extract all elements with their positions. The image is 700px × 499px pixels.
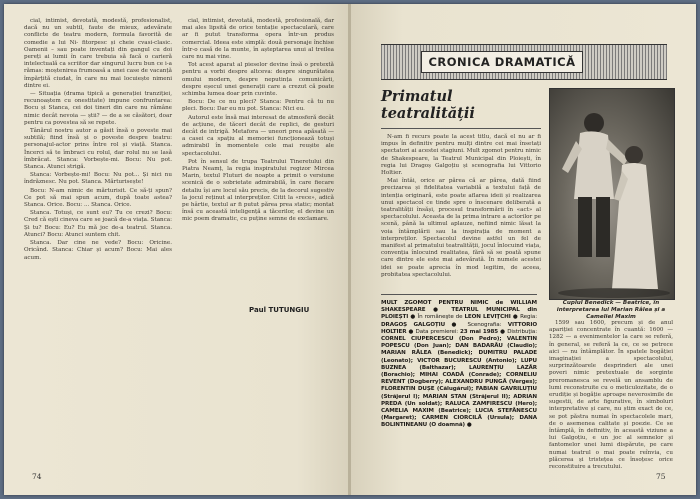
article-signature: Paul TUTUNGIU [249, 306, 310, 314]
credit-entry: Distribuţia: CORNEL CIUPERCESCU (Don Pedro); VALENTIN POPESCU (Don Juan); DAN BADARĂU (Claudio); MARIAN RĂLEA (Benedick); DUMITRU PALADE (Leonato); VICTOR BUCURESCU (Antonio); LUPU BUZNEA (Balthazar); LAURENȚIU LAZĂR (Borachio); MIHAI COADĂ (Conrade); CORNELIU REVENT (Dogberry); ALEXANDRU PUNGĂ (Verges); FLORENTIN DUȘE (Călugărul); FABIAN GAVRILUȚIU (Străjerul I); MARIAN STAN (Străjerul II); ADRIAN PREDA (Un soldat); RALUCA ZAMFIRESCU (Hero); CAMELIA MAXIM (Beatrice); LUCIA STEFĂNESCU (Margaret); CARMEN CIORCILĂ (Ursula); DANA BOLINTINEANU (O doamnă) ● [381, 328, 537, 429]
paragraph: Bocu: De ce nu pleci? Stanca: Pentru că tu nu pleci. Bocu: Dar eu nu pot. Stanca: Nici eu. [182, 99, 334, 113]
photo-caption-line-1: Cuplul Benedick — Beatrice, în interpretarea lui Marian Râlea și a [556, 300, 666, 313]
photo-caption-line-2: Cameliei Maxim [586, 314, 636, 320]
title-divider [381, 128, 541, 129]
article-continuation: 1599 sau 1600, precum și de anul apariției concentrate în cuantă: 1600 — 1282 — a evenimentelor la care se referă, în general, se referă la ce, ce se petrece aici — nu întâmplător. În spatele bogăției imaginației a spectacolului, surprinzătoarele desprinderi ale unei poveri nimic pretextuale de sorginte preromanesca se revelă un ansamblu de lumi reconstruite cu o meticulozitate, de o erudiție și bogăție aproape neverosimile de sugestii, de arte figurative, în simboluri interpretative și care, nu știm exact de ce, se pot păstra numai în spectacolele mari, de o asemenea calitate și poezie. Ce se întâmplă, în definitiv, în această viziune a lui Galgoțiu, e un joc al semnelor și fantomelor unei lumi dispărute, pe care numai teatrul o mai poate reînvia, cu plăcerea și tristețea ce însoțesc orice reconstituire a trecutului. [549, 320, 673, 471]
left-page-column-1 [24, 18, 172, 453]
credit-entry: Data premierei: 23 mai 1985 ● [415, 328, 508, 335]
right-page [351, 4, 696, 495]
credit-entry: În româneşte de LEON LEVIŢCHI ● [417, 314, 521, 321]
section-header: CRONICA DRAMATICĂ [421, 51, 583, 73]
credit-text: LEON LEVIŢCHI [464, 314, 511, 321]
paragraph: Bocu: N-am nimic de mărturisit. Ce să-ți spun? Ce pot să mai spun acum, după toate astea? Stanca. Orice. Bocu: ... Stanca. Orice. [24, 187, 172, 209]
left-page [4, 4, 349, 495]
paragraph: Tot acest aparat al pieselor devine însă o pretextă pentru a vorbi despre altceva: despre singurătatea omului modern, despre neputința comunicării, despre eșecul unei generații care a crezut că poate schimba lumea doar prin cuvinte. [182, 62, 334, 98]
credit-text: TEATRUL MUNICIPAL din PLOIEȘTI [381, 307, 538, 321]
magazine-spread [4, 4, 696, 495]
paragraph: N-am fi recurs poate la acest titlu, dacă el nu ar fi impus în definitiv pentru mulți dintre cei mai însetați spectatori ai acestei stagiuni. Mult zgomot pentru nimic de Shakespeare, la Teatrul Municipal din Ploiești, în regia lui Dragoș Galgoțiu și scenografia lui Vittorio Holtier. [381, 134, 541, 177]
paragraph: Mai întâi, orice ar părea că ar părea, dată fiind precizarea și fidelitatea variabilă a textului față de intenția originară, este poate aflarea ideii și realizarea unui spectacol ce tinde spre o înscenare deliberată a teatralității însăși, procesul transformării în «act» al spectacolului. Aceasta de la prima intrare a actorilor pe scenă, până la ultimul aplauze, nefiind nimic lăsat la voia întâmplării sau la inspirația de moment a interpreților. Spectacolul devine astfel un fel de manifest al primatului teatralității, jocul înlocuind viața, convenția înlocuind realitatea, fără să se poată spune care dintre ele este mai adevărată. În numele acestei idei se poate aprecia în mod legitim, de aceea, probitatea spectacolului. [381, 178, 541, 278]
paragraph: Stanca. Totuși, ce sunt eu? Tu ce crezi? Bocu: Cred că ești cineva care se joacă de-a viața. Stanca: Și tu? Bocu: Eu? Eu mă joc de-a teatrul. Stanca. Atunci? Bocu: Atunci suntem chit. [24, 210, 172, 238]
credit-role: Scenografia: [467, 321, 508, 328]
paragraph: Autorul este însă mai interesat de atmosferă decât de acțiune, de tăceri decât de replici, de gesturi decât de intrigă. Metafora — uneori prea apăsată — a casei ca spațiu al memoriei funcționează totuși admirabil în momentele cele mai reușite ale spectacolului. [182, 114, 334, 157]
credit-text: VITTORIO HOLTIER [381, 321, 538, 335]
credit-role: În româneşte de [417, 314, 465, 321]
paragraph: — Situația (drama tipică a generației tranziției, recunoaștem cu onestitate) impune confruntarea: Bocu și Stanca, cei doi tineri din care nu rămâne nimic decât nevoia — știi? — de a se căsători, doar pentru ca povestea să se repete. [24, 91, 172, 126]
page-number-right: 75 [656, 472, 666, 481]
credit-text: MULT ZGOMOT PENTRU NIMIC de WILLIAM SHAKESPEARE [381, 300, 537, 314]
credit-role: Distribuţia: [507, 328, 537, 335]
section-header-band [381, 44, 667, 80]
credit-entry: MULT ZGOMOT PENTRU NIMIC de WILLIAM SHAKESPEARE ● [381, 300, 537, 314]
left-page-column-2 [182, 18, 334, 300]
paragraph: cial, intimist, devotată, modestă, profesională, dar mai ales lipsită de orice tentație spectaculară, care ar fi putut transforma opera într-un produs comercial. Ideea este simplă: două personaje închise într-o casă de la munte, în așteptarea unui al treilea care nu mai vine. [182, 18, 334, 61]
page-number-left: 74 [32, 472, 42, 481]
credit-entry: Scenografia: VITTORIO HOLTIER ● [381, 321, 538, 335]
credit-role: Regia: [520, 314, 537, 321]
article-intro [381, 134, 541, 292]
paragraph: Stanca. Dar cine ne vede? Bocu: Oricine. Oricând. Stanca: Chiar și acum? Bocu: Mai ales acum. [24, 240, 172, 261]
paragraph: Pot în sensul de trupa Teatrului Tineretului din Piatra Neamț, la regia inspiratului regizor Mircea Marin, textul Fluturi de noapte a primit o versiune scenică de o sobrietate admirabilă, în care fiecare detaliu își are locul său precis, de la decorul sugestiv la jocul reținut al interpreților. Citit la «rece», adică pe hârtie, textul ar fi putut părea prea static; montat însă cu această inteligență a tăcerilor, el devine un mic poem dramatic, cu puține semne de exclamare. [182, 158, 334, 223]
article-title-line-1: Primatul [381, 88, 453, 105]
credit-entry: Regia: DRAGOȘ GALGOȚIU ● [381, 314, 537, 328]
credit-text: DRAGOȘ GALGOȚIU [381, 321, 446, 328]
credit-text: 23 mai 1985 [459, 328, 499, 335]
credit-role: Data premierei: [415, 328, 460, 335]
production-credits [381, 300, 537, 430]
credit-entry: TEATRUL MUNICIPAL din PLOIEȘTI ● [381, 307, 538, 321]
article-title [381, 88, 541, 122]
credits-divider [381, 294, 537, 295]
photo-caption [549, 300, 673, 321]
actors-figure-illustration [550, 89, 674, 299]
article-title-line-2: teatralității [381, 105, 475, 122]
paragraph: Stanca: Vorbește-mi! Bocu: Nu pot... Și nici nu îndrăznesc. Nu pot. Stanca. Mărturisește! [24, 172, 172, 186]
production-photo [549, 88, 675, 300]
credit-text: CORNEL CIUPERCESCU (Don Pedro); VALENTIN POPESCU (Don Juan); DAN BADARĂU (Claudio); MARIAN RĂLEA (Benedick); DUMITRU PALADE (Leonato); VICTOR BUCURESCU (Antonio); LUPU BUZNEA (Balthazar); LAURENȚIU LAZĂR (Borachio); MIHAI COADĂ (Conrade); CORNELIU REVENT (Dogberry); ALEXANDRU PUNGĂ (Verges); FLORENTIN DUȘE (Călugărul); FABIAN GAVRILUȚIU (Străjerul I); MARIAN STAN (Străjerul II); ADRIAN PREDA (Un soldat); RALUCA ZAMFIRESCU (Hero); CAMELIA MAXIM (Beatrice); LUCIA STEFĂNESCU (Margaret); CARMEN CIORCILĂ (Ursula); DANA BOLINTINEANU (O doamnă) [381, 336, 537, 429]
paragraph: cial, intimist, devotată, modestă, profesionalist, dacă nu un subtil, faute de mieux, adevărate conflicte de teatru modern, formula favorită de comedie a lui Ni- fitorpesc și cheie cvasi-clasic. Oamenii – sau poate inventați din gangul cu doi pereți ai lumii în care trebuia să facă o carieră intelectuală ca scriitor dar singurul lucru bun ce i-a rămas: moștenirea frumoasă a unei case de vacanță împărțită ciudat, în care nu mai locuiește nimeni dintre ei. [24, 18, 172, 89]
paragraph: Tânărul nostru autor a găsit însă o poveste mai subtilă; fiind însă și o poveste despre teatru: personajul-actor prins între rol și viață. Stanca. Încerci să te îmbraci cu rolul, dar rolul nu se lasă îmbrăcat. Stanca: Vorbește-mi. Bocu: Nu pot. Stanca. Atunci strigă. [24, 128, 172, 171]
